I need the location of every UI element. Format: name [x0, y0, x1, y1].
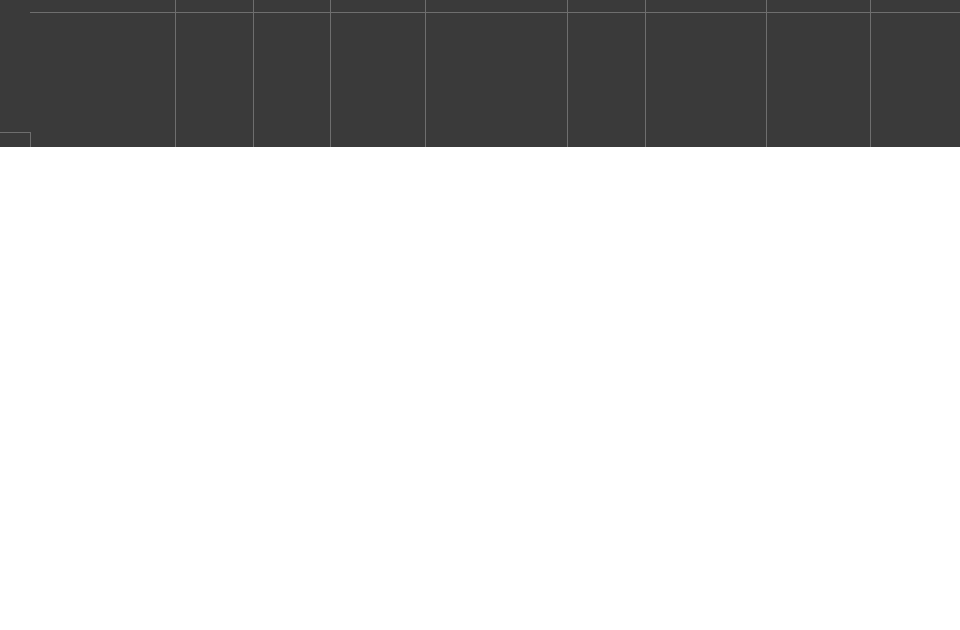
column-header-konto-komfortowe — [334, 17, 425, 129]
column-header-konto-walutowe — [571, 17, 645, 129]
column-header-lokacyjne-wygodne — [649, 17, 766, 142]
table-header — [0, 0, 960, 147]
column-header-konto-wygodne — [179, 17, 253, 129]
column-header-lokacyjne-komfortowe — [770, 17, 870, 145]
column-header-konto-aktywne — [257, 17, 329, 129]
